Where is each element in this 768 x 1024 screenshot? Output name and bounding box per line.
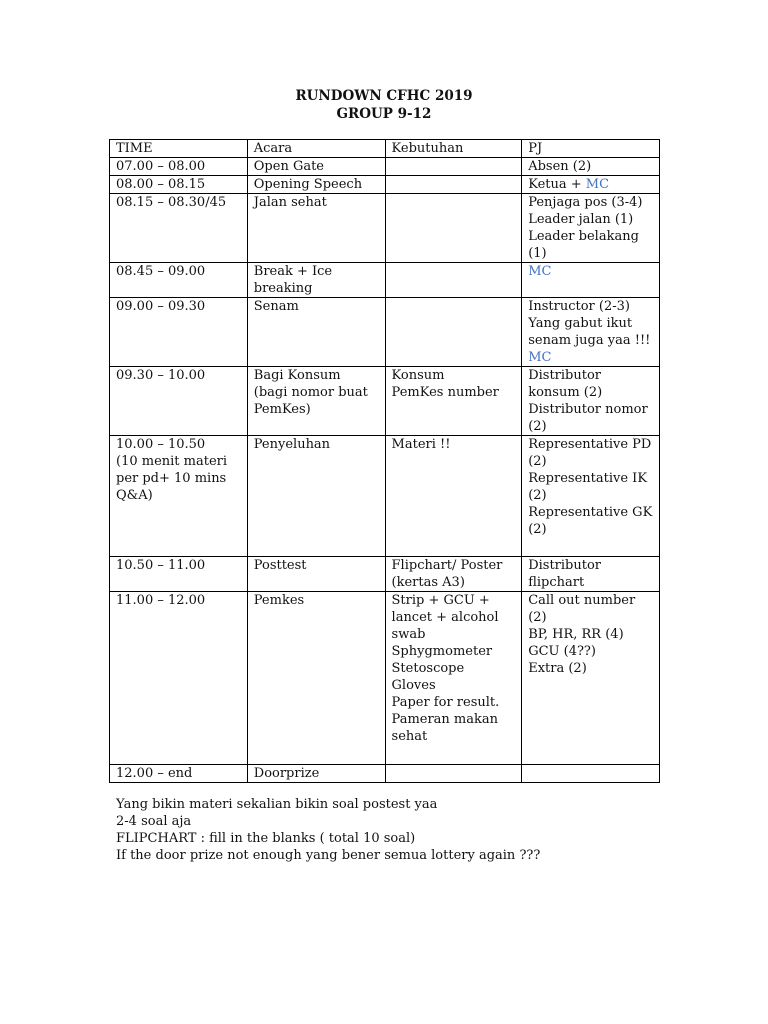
cell-acara (247, 298, 385, 367)
cell-acara (247, 592, 385, 765)
cell-kebutuhan (385, 436, 522, 557)
cell-line: Yang gabut ikut (528, 316, 633, 331)
table-row (110, 765, 660, 783)
cell-line: Flipchart/ Poster (391, 558, 503, 573)
cell-line: 08.45 – 09.00 (116, 264, 206, 279)
note-line: FLIPCHART : fill in the blanks ( total 10 soal) (116, 831, 416, 846)
header-time: TIME (110, 140, 248, 158)
cell-line: (2) (528, 454, 547, 469)
cell-line: PemKes) (253, 402, 311, 417)
cell-line: Absen (2) (528, 159, 592, 174)
cell-line: (10 menit materi (116, 454, 228, 469)
cell-line: Penyeluhan (253, 437, 331, 452)
cell-line: 12.00 – end (116, 766, 193, 781)
cell-acara (247, 194, 385, 263)
cell-line: 08.15 – 08.30/45 (116, 195, 227, 210)
header-acara: Acara (247, 140, 385, 158)
cell-line: (kertas A3) (391, 575, 465, 590)
cell-time (110, 298, 248, 367)
table-row (110, 298, 660, 367)
note-line: 2-4 soal aja (116, 814, 192, 829)
cell-line: konsum (2) (528, 385, 603, 400)
cell-line: Representative GK (528, 505, 653, 520)
cell-line: Q&A) (116, 488, 153, 503)
cell-line: Paper for result. (391, 695, 500, 710)
table-row (110, 158, 660, 176)
cell-time (110, 592, 248, 765)
cell-line: Representative PD (528, 437, 652, 452)
cell-time (110, 436, 248, 557)
table-header-row (110, 140, 660, 158)
table-row (110, 176, 660, 194)
cell-kebutuhan (385, 176, 522, 194)
cell-time (110, 765, 248, 783)
cell-line: 10.50 – 11.00 (116, 558, 206, 573)
cell-line: 09.00 – 09.30 (116, 299, 206, 314)
cell-line: breaking (253, 281, 313, 296)
cell-line: flipchart (528, 575, 585, 590)
cell-line: Materi !! (391, 437, 451, 452)
cell-line: Bagi Konsum (253, 368, 341, 383)
cell-kebutuhan (385, 158, 522, 176)
table-row (110, 367, 660, 436)
cell-line: 11.00 – 12.00 (116, 593, 206, 608)
cell-time (110, 263, 248, 298)
document-subtitle: GROUP 9-12 (336, 106, 432, 122)
cell-line: (bagi nomor buat (253, 385, 368, 400)
cell-line: Strip + GCU + (391, 593, 490, 608)
cell-line: Extra (2) (528, 661, 587, 676)
cell-line: per pd+ 10 mins (116, 471, 227, 486)
notes-section (116, 796, 540, 864)
cell-line: Penjaga pos (3-4) (528, 195, 643, 210)
document-header (0, 87, 768, 123)
table-row (110, 263, 660, 298)
cell-time (110, 557, 248, 592)
rundown-table (109, 139, 660, 783)
cell-line (528, 176, 653, 193)
cell-pj (522, 367, 660, 436)
cell-pj (522, 158, 660, 176)
cell-line: Distributor (528, 368, 602, 383)
table-row (110, 436, 660, 557)
cell-line: GCU (4??) (528, 644, 596, 659)
cell-line: 09.30 – 10.00 (116, 368, 206, 383)
note-line: Yang bikin materi sekalian bikin soal postest yaa (116, 797, 438, 812)
cell-line: Leader belakang (528, 229, 639, 244)
cell-line: 10.00 – 10.50 (116, 437, 206, 452)
table-row (110, 557, 660, 592)
mc-label: MC (585, 177, 610, 192)
cell-kebutuhan (385, 367, 522, 436)
cell-line: (2) (528, 419, 547, 434)
cell-kebutuhan (385, 592, 522, 765)
cell-line: Distributor (528, 558, 602, 573)
header-kebutuhan: Kebutuhan (385, 140, 522, 158)
cell-acara (247, 176, 385, 194)
cell-line: swab (391, 627, 426, 642)
cell-line: PemKes number (391, 385, 499, 400)
table-row (110, 592, 660, 765)
cell-pj (522, 176, 660, 194)
cell-line: Doorprize (253, 766, 320, 781)
cell-pj (522, 298, 660, 367)
mc-label: MC (528, 264, 552, 279)
cell-line: (2) (528, 610, 547, 625)
cell-pj (522, 263, 660, 298)
pj-text: Ketua + (528, 177, 586, 192)
cell-kebutuhan (385, 765, 522, 783)
cell-line: Opening Speech (253, 177, 363, 192)
cell-line: Pemkes (253, 593, 305, 608)
document-title: RUNDOWN CFHC 2019 (295, 88, 473, 104)
cell-acara (247, 436, 385, 557)
cell-line: (1) (528, 246, 547, 261)
header-pj: PJ (522, 140, 660, 158)
cell-line: Pameran makan (391, 712, 499, 727)
cell-kebutuhan (385, 298, 522, 367)
cell-acara (247, 765, 385, 783)
cell-line: Stetoscope (391, 661, 465, 676)
table-row (110, 194, 660, 263)
cell-acara (247, 263, 385, 298)
cell-time (110, 194, 248, 263)
cell-time (110, 158, 248, 176)
cell-line: Posttest (253, 558, 307, 573)
cell-line: Instructor (2-3) (528, 299, 630, 314)
mc-label: MC (528, 350, 552, 365)
cell-line: Leader jalan (1) (528, 212, 634, 227)
cell-pj (522, 194, 660, 263)
cell-line: Senam (253, 299, 299, 314)
cell-line: Break + Ice (253, 264, 333, 279)
cell-time (110, 176, 248, 194)
cell-line: sehat (391, 729, 428, 744)
cell-line: 08.00 – 08.15 (116, 177, 206, 192)
cell-line: (2) (528, 522, 547, 537)
cell-line: Representative IK (528, 471, 648, 486)
cell-line: Konsum (391, 368, 445, 383)
cell-line: Open Gate (253, 159, 324, 174)
cell-acara (247, 158, 385, 176)
table-body (110, 158, 660, 783)
cell-line: Call out number (528, 593, 636, 608)
cell-acara (247, 367, 385, 436)
note-line: If the door prize not enough yang bener semua lottery again ??? (116, 848, 541, 863)
cell-line: Jalan sehat (253, 195, 327, 210)
cell-kebutuhan (385, 263, 522, 298)
cell-line: lancet + alcohol (391, 610, 499, 625)
cell-line: Distributor nomor (528, 402, 648, 417)
cell-kebutuhan (385, 557, 522, 592)
cell-line: (2) (528, 488, 547, 503)
cell-acara (247, 557, 385, 592)
cell-pj (522, 765, 660, 783)
cell-time (110, 367, 248, 436)
cell-kebutuhan (385, 194, 522, 263)
cell-line: Sphygmometer (391, 644, 493, 659)
cell-line: 07.00 – 08.00 (116, 159, 206, 174)
cell-pj (522, 436, 660, 557)
cell-line: Gloves (391, 678, 436, 693)
cell-line: senam juga yaa !!! (528, 333, 651, 348)
cell-pj (522, 592, 660, 765)
cell-line: BP, HR, RR (4) (528, 627, 624, 642)
cell-pj (522, 557, 660, 592)
